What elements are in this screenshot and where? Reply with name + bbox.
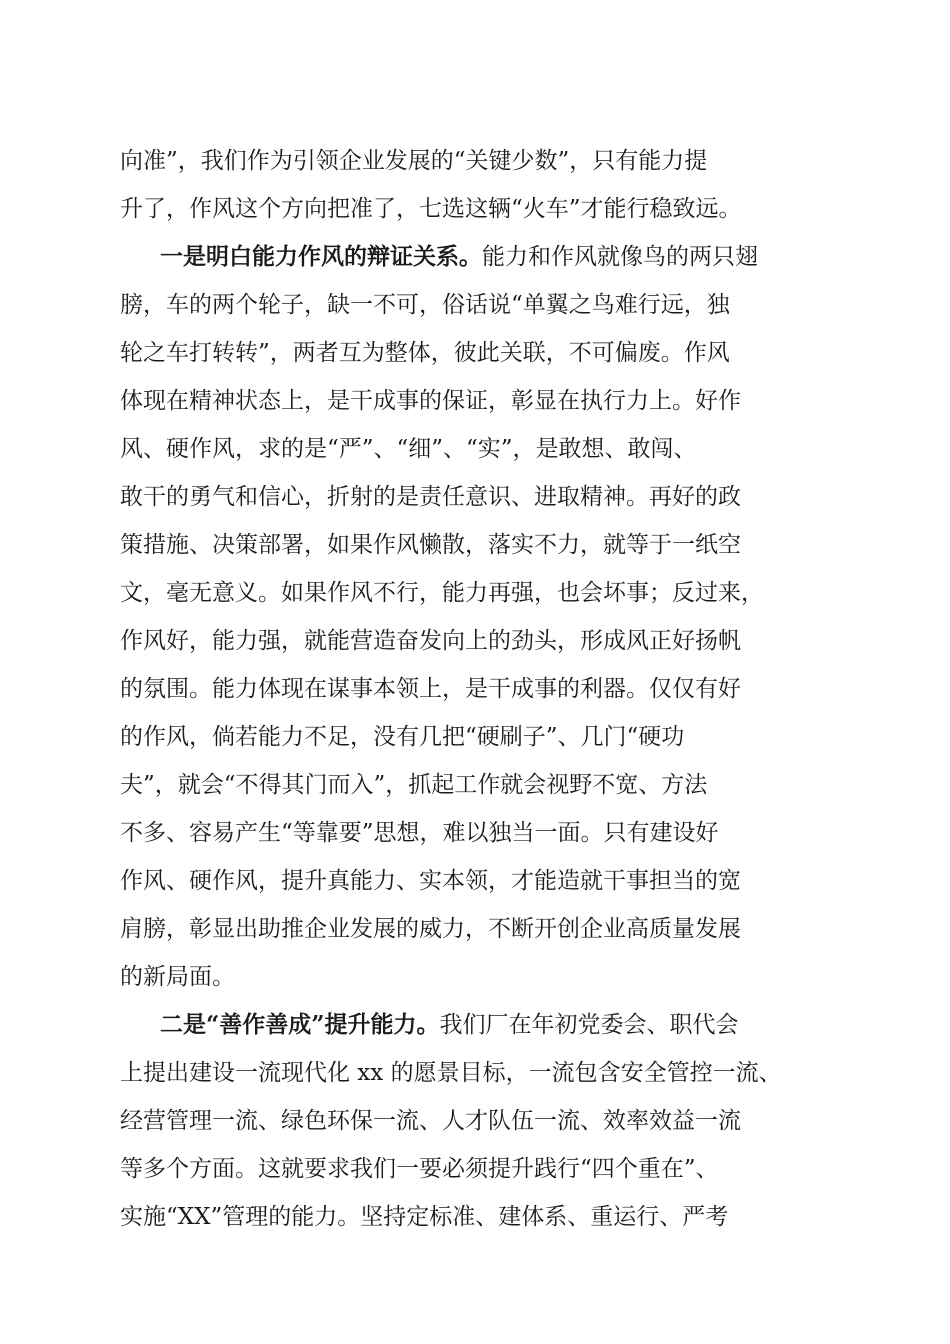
paragraph-1-line-1: 向准”，我们作为引领企业发展的“关键少数”，只有能力提 <box>120 148 708 174</box>
paragraph-2-line: 肩膀，彰显出助推企业发展的威力，不断开创企业高质量发展 <box>120 916 741 942</box>
paragraph-2-line: 不多、容易产生“等靠要”思想，难以独当一面。只有建设好 <box>120 820 719 846</box>
paragraph-2-line: 夫”，就会“不得其门而入”，抓起工作就会视野不宽、方法 <box>120 772 708 798</box>
paragraph-2-line: 作风、硬作风，提升真能力、实本领，才能造就干事担当的宽 <box>120 868 741 894</box>
paragraph-2-line: 的氛围。能力体现在谋事本领上，是干成事的利器。仅仅有好 <box>120 676 741 702</box>
paragraph-3-first-line-rest: 我们厂在年初党委会、职代会 <box>439 1012 739 1038</box>
paragraph-2-line: 敢干的勇气和信心，折射的是责任意识、进取精神。再好的政 <box>120 484 741 510</box>
paragraph-2-line: 风、硬作风，求的是“严”、“细”、“实”，是敢想、敢闯、 <box>120 436 697 462</box>
paragraph-3-heading: 二是“善作善成”提升能力。 <box>160 1011 440 1038</box>
paragraph-2-line: 策措施、决策部署，如果作风懒散，落实不力，就等于一纸空 <box>120 532 741 558</box>
paragraph-1-line-2: 升了，作风这个方向把准了，七选这辆“火车”才能行稳致远。 <box>120 196 742 222</box>
paragraph-2-line: 的作风，倘若能力不足，没有几把“硬刷子”、几门“硬功 <box>120 724 685 750</box>
paragraph-2-line: 轮之车打转转”，两者互为整体，彼此关联，不可偏废。作风 <box>120 340 730 366</box>
paragraph-3-line: 等多个方面。这就要求我们一要必须提升践行“四个重在”、 <box>120 1156 719 1182</box>
paragraph-3-line: 实施“XX”管理的能力。坚持定标准、建体系、重运行、严考 <box>120 1204 729 1230</box>
paragraph-2-line: 作风好，能力强，就能营造奋发向上的劲头，形成风正好扬帆 <box>120 628 741 654</box>
paragraph-3-line: 经营管理一流、绿色环保一流、人才队伍一流、效率效益一流 <box>120 1108 741 1134</box>
paragraph-3-line: 上提出建设一流现代化 xx 的愿景目标，一流包含安全管控一流、 <box>120 1060 782 1086</box>
paragraph-2-line: 体现在精神状态上，是干成事的保证，彰显在执行力上。好作 <box>120 388 741 414</box>
paragraph-2-first-line <box>160 237 758 277</box>
paragraph-3-first-line <box>160 1005 738 1045</box>
paragraph-2-first-line-rest: 能力和作风就像鸟的两只翅 <box>482 244 758 270</box>
paragraph-2-line: 膀，车的两个轮子，缺一不可，俗话说“单翼之鸟难行远，独 <box>120 292 730 318</box>
paragraph-2-line: 文，毫无意义。如果作风不行，能力再强，也会坏事；反过来， <box>120 580 764 606</box>
paragraph-2-heading: 一是明白能力作风的辩证关系。 <box>160 243 482 270</box>
paragraph-2-line: 的新局面。 <box>120 964 235 990</box>
